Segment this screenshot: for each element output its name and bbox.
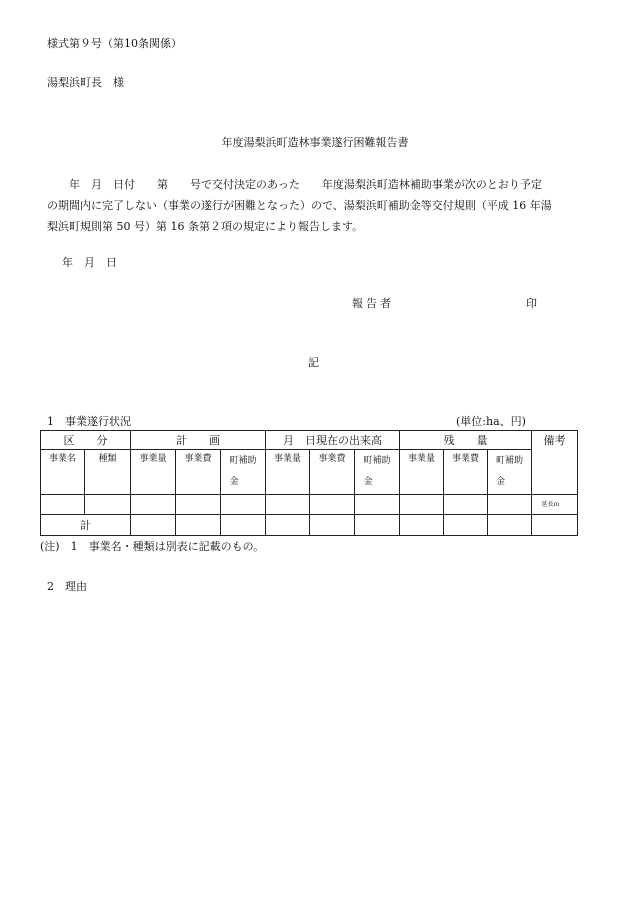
table-cell[interactable]	[176, 515, 221, 536]
header-plan: 計 画	[131, 431, 266, 450]
reporter-label: 報告者	[352, 297, 394, 310]
table-cell[interactable]	[488, 495, 532, 515]
subsidy-line-2: 金	[496, 477, 506, 487]
table-cell[interactable]	[355, 495, 400, 515]
table-cell[interactable]	[176, 495, 221, 515]
table-cell[interactable]	[400, 515, 444, 536]
table-cell[interactable]	[488, 515, 532, 536]
subheader-remaining-cost: 事業費	[444, 450, 488, 495]
remark-extension-cell[interactable]: 延長ｍ	[532, 495, 578, 515]
table-cell[interactable]	[266, 515, 310, 536]
subheader-project-name: 事業名	[41, 450, 85, 495]
subheader-remaining-amount: 事業量	[400, 450, 444, 495]
total-row	[41, 515, 578, 536]
table-cell[interactable]	[355, 515, 400, 536]
total-label: 計	[41, 515, 131, 536]
subheader-plan-amount: 事業量	[131, 450, 176, 495]
seal-mark: 印	[526, 297, 537, 310]
table-cell[interactable]	[310, 495, 355, 515]
header-remarks: 備考	[532, 431, 578, 495]
table-cell[interactable]	[266, 495, 310, 515]
progress-table	[40, 430, 578, 536]
table-cell[interactable]	[221, 515, 266, 536]
subheader-progress-cost: 事業費	[310, 450, 355, 495]
table-note: (注) 1 事業名・種類は別表に記載のもの。	[40, 540, 265, 553]
header-category: 区 分	[41, 431, 131, 450]
table-cell[interactable]	[444, 515, 488, 536]
subheader-plan-cost: 事業費	[176, 450, 221, 495]
table-cell[interactable]	[532, 515, 578, 536]
form-number: 様式第９号（第10条関係）	[47, 37, 182, 50]
body-line-1: 年 月 日付 第 号で交付決定のあった 年度湯梨浜町造林補助事業が次のとおり予定	[69, 178, 542, 191]
subheader-progress-amount: 事業量	[266, 450, 310, 495]
report-date: 年 月 日	[62, 256, 117, 269]
subheader-progress-subsidy	[355, 450, 400, 495]
header-row-groups	[41, 431, 578, 450]
subsidy-line-1: 町補助	[496, 456, 524, 466]
table-cell[interactable]	[444, 495, 488, 515]
body-line-3: 梨浜町規則第 50 号）第 16 条第２項の規定により報告します。	[47, 220, 364, 233]
subsidy-line-1: 町補助	[229, 456, 257, 466]
ki-heading: 記	[308, 356, 319, 369]
addressee: 湯梨浜町長 様	[47, 76, 124, 89]
table-cell[interactable]	[400, 495, 444, 515]
subsidy-line-2: 金	[229, 477, 239, 487]
subheader-kind: 種類	[85, 450, 131, 495]
table-cell[interactable]	[310, 515, 355, 536]
section1-title: 1 事業遂行状況	[47, 415, 131, 428]
body-line-2: の期間内に完了しない（事業の遂行が困難となった）ので、湯梨浜町補助金等交付規則（平成 16 年湯	[47, 199, 552, 212]
subheader-remaining-subsidy	[488, 450, 532, 495]
subsidy-line-2: 金	[363, 477, 373, 487]
subheader-plan-subsidy	[221, 450, 266, 495]
document-title: 年度湯梨浜町造林事業遂行困難報告書	[221, 136, 409, 149]
unit-label: (単位:ha、円)	[456, 415, 526, 428]
header-row-sub	[41, 450, 578, 495]
table-cell[interactable]	[85, 495, 131, 515]
header-progress: 月 日現在の出来高	[266, 431, 400, 450]
table-row	[41, 495, 578, 515]
table-cell[interactable]	[131, 515, 176, 536]
header-remaining: 残 量	[400, 431, 532, 450]
report-body	[47, 174, 583, 237]
section2-title: 2 理由	[47, 580, 87, 593]
table-cell[interactable]	[41, 495, 85, 515]
subsidy-line-1: 町補助	[363, 456, 391, 466]
table-cell[interactable]	[131, 495, 176, 515]
table-cell[interactable]	[221, 495, 266, 515]
